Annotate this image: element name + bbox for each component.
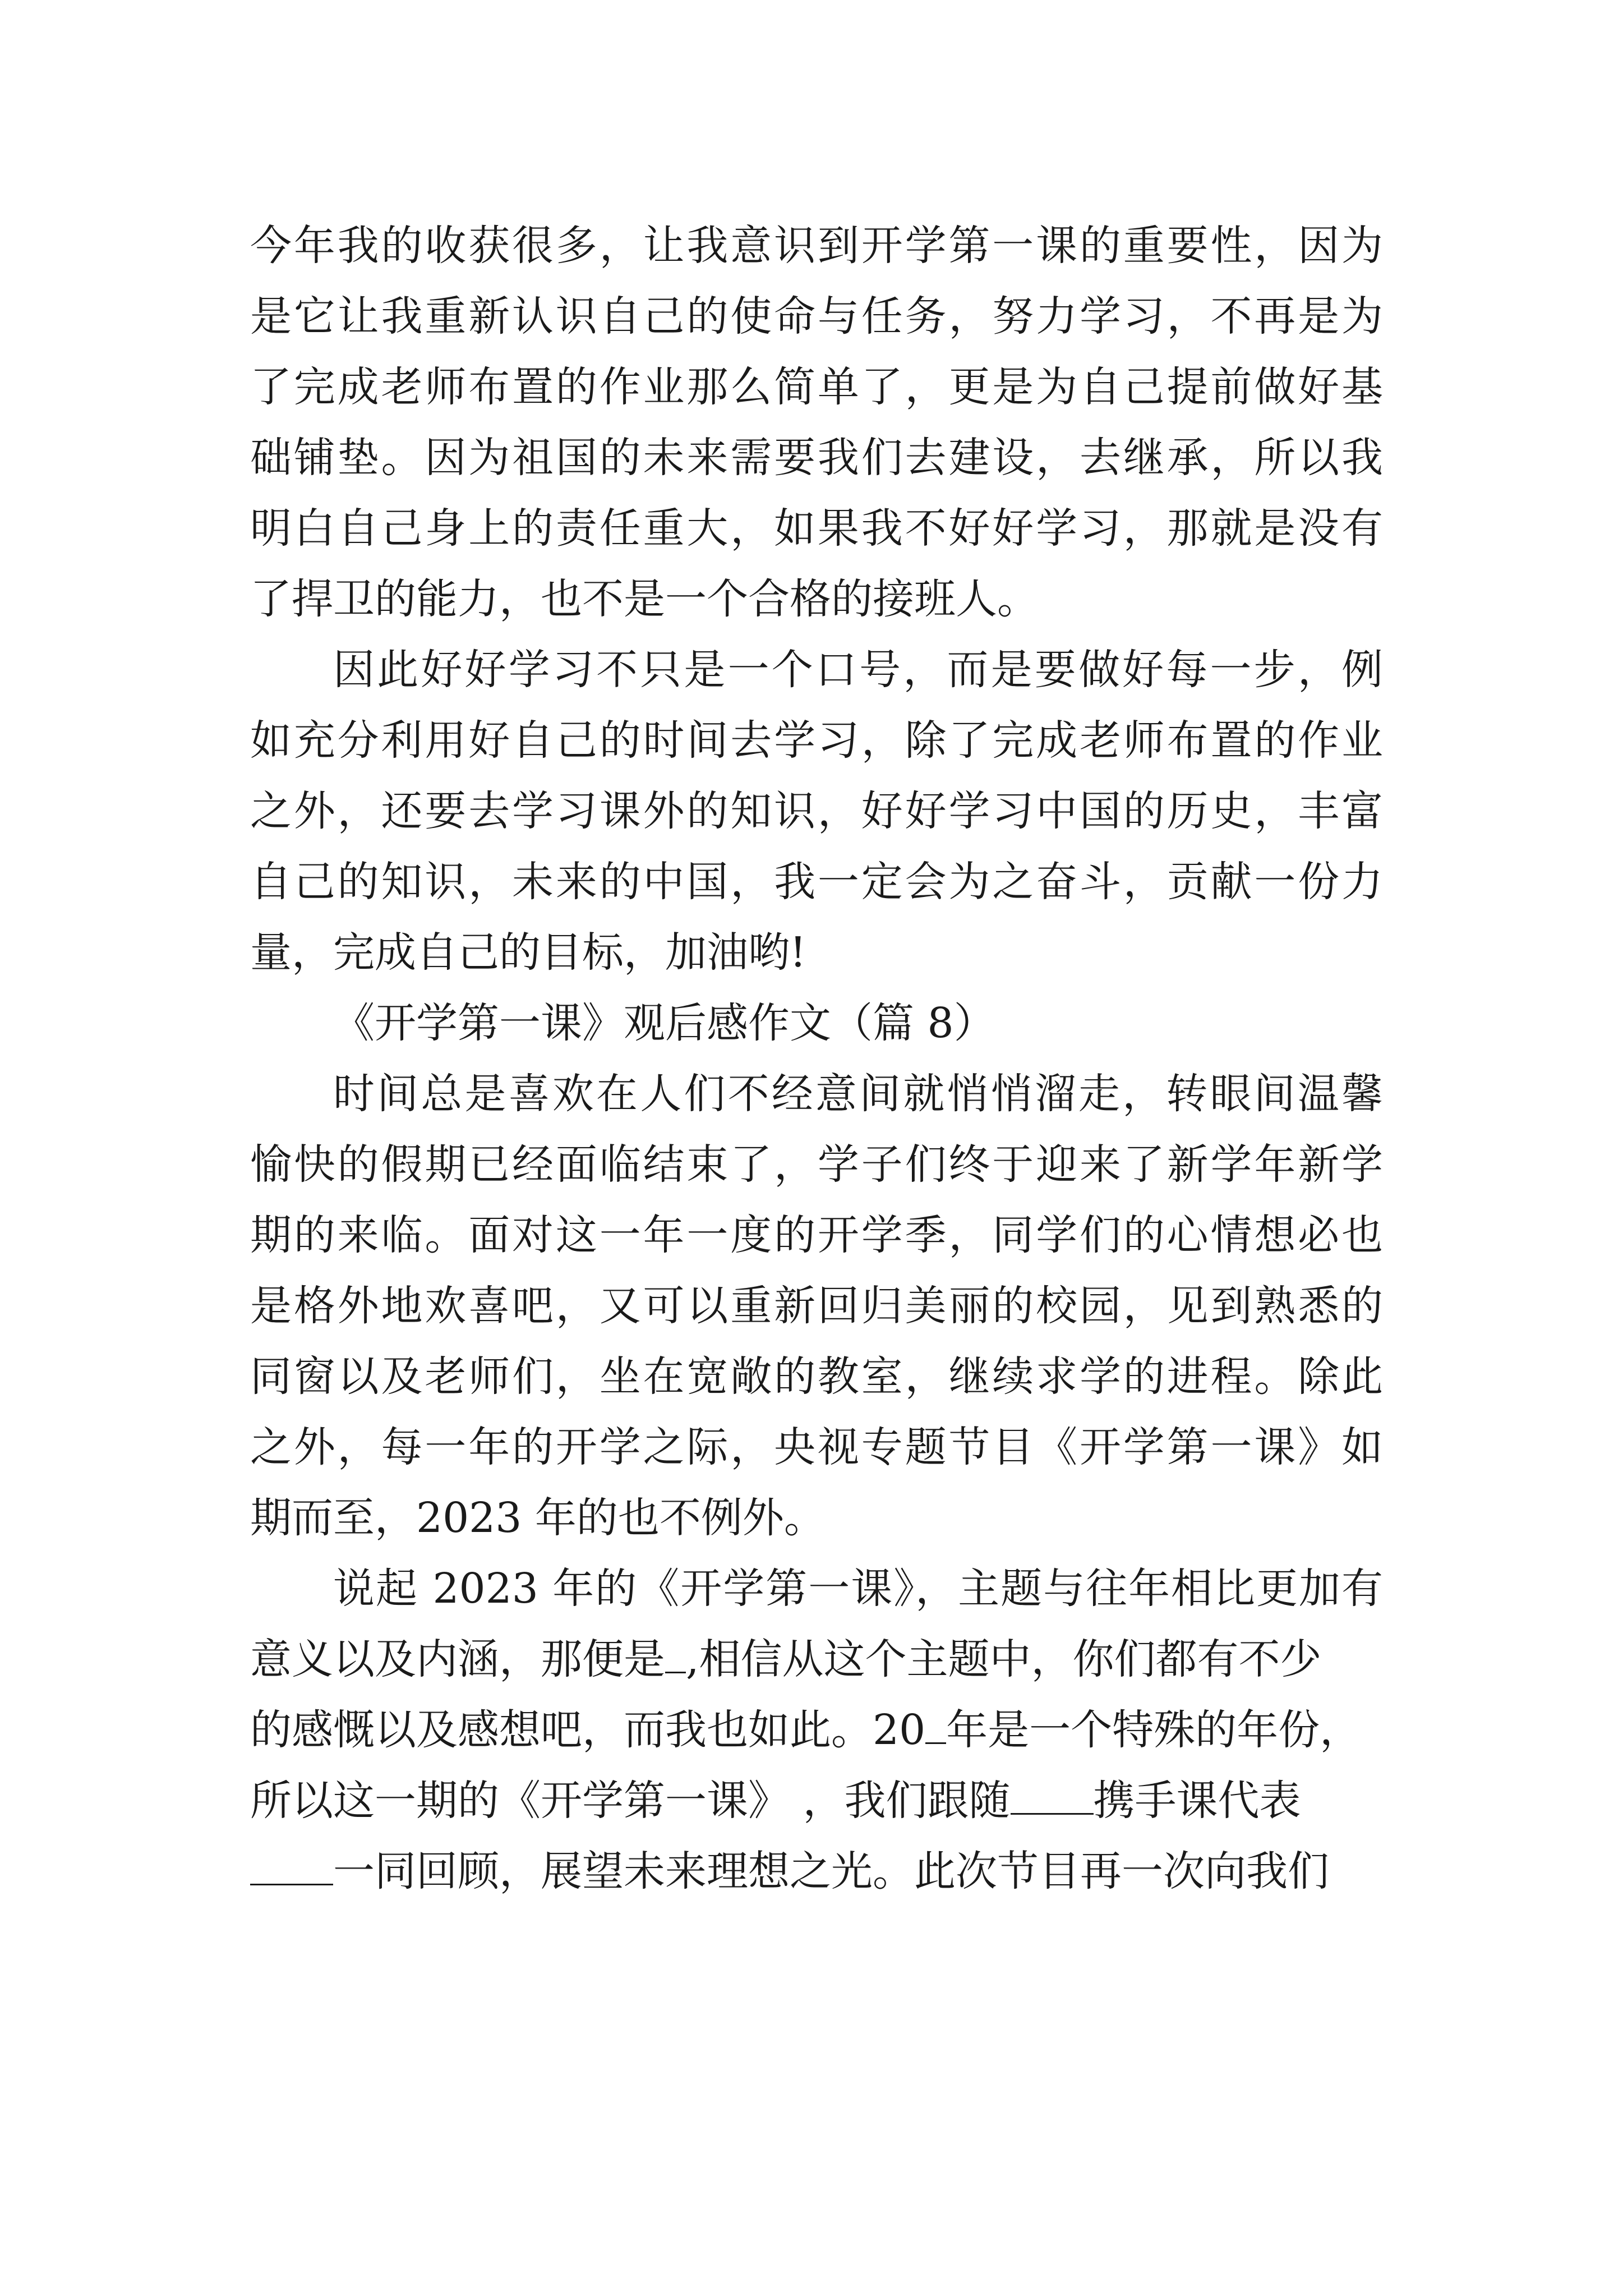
text-segment: ,相信从这个主题中，你们都有不少: [686, 1635, 1322, 1683]
text-segment: 的感慨以及感想吧，而我也如此。20: [250, 1706, 926, 1754]
text-line: 是它让我重新认识自己的使命与任务，努力学习，不再是为: [250, 292, 1383, 341]
text-line: 了完成老师布置的作业那么简单了，更是为自己提前做好基: [250, 363, 1383, 411]
text-segment: 年是一个特殊的年份，: [946, 1706, 1362, 1754]
text-line: 是格外地欢喜吧，又可以重新回归美丽的校园，见到熟悉的: [250, 1282, 1383, 1330]
text-line: 础铺垫。因为祖国的未来需要我们去建设，去继承，所以我: [250, 434, 1383, 482]
text-line: 自己的知识，未来的中国，我一定会为之奋斗，贡献一份力: [250, 858, 1383, 906]
blank-underline: [925, 1709, 946, 1744]
paragraph-2: [250, 634, 1383, 988]
section-heading: 《开学第一课》观后感作文（篇 8）: [333, 999, 995, 1047]
text-line: 说起 2023 年的《开学第一课》，主题与往年相比更加有: [333, 1565, 1383, 1613]
document-body: [250, 210, 1383, 1907]
text-line: 了捍卫的能力，也不是一个合格的接班人。: [250, 575, 1039, 623]
text-line: 同窗以及老师们，坐在宽敞的教室，继续求学的进程。除此: [250, 1352, 1383, 1401]
text-line: 如充分利用好自己的时间去学习，除了完成老师布置的作业: [250, 716, 1383, 765]
text-segment: 携手课代表: [1093, 1777, 1301, 1825]
text-line: 因此好好学习不只是一个口号，而是要做好每一步，例: [333, 646, 1383, 694]
text-line: [250, 1836, 1383, 1907]
paragraph-1: [250, 210, 1383, 634]
text-line: 期而至，2023 年的也不例外。: [250, 1494, 826, 1542]
text-line: 时间总是喜欢在人们不经意间就悄悄溜走，转眼间温馨: [333, 1070, 1383, 1118]
text-segment: 一同回顾，展望未来理想之光。此次节目再一次向我们: [333, 1847, 1329, 1895]
paragraph-3: [250, 1059, 1383, 1553]
text-line: [250, 1624, 1383, 1695]
text-line: 明白自己身上的责任重大，如果我不好好学习，那就是没有: [250, 504, 1383, 553]
text-line: 之外，每一年的开学之际，央视专题节目《开学第一课》如: [250, 1423, 1383, 1471]
paragraph-4: [250, 1553, 1383, 1907]
text-line: 今年我的收获很多，让我意识到开学第一课的重要性，因为: [250, 222, 1383, 270]
blank-underline: [1011, 1779, 1094, 1815]
text-segment: 意义以及内涵，那便是: [250, 1635, 665, 1683]
text-line: 愉快的假期已经面临结束了，学子们终于迎来了新学年新学: [250, 1140, 1383, 1189]
text-line: 期的来临。面对这一年一度的开学季，同学们的心情想必也: [250, 1211, 1383, 1259]
blank-underline: [250, 1850, 333, 1885]
text-line: 量，完成自己的目标，加油哟!: [250, 928, 806, 977]
blank-underline: [665, 1638, 686, 1673]
text-segment: 所以这一期的《开学第一课》 ，我们跟随: [250, 1777, 1011, 1825]
text-line: 之外，还要去学习课外的知识，好好学习中国的历史，丰富: [250, 787, 1383, 835]
text-line: [250, 1695, 1383, 1765]
text-line: [250, 1765, 1383, 1836]
